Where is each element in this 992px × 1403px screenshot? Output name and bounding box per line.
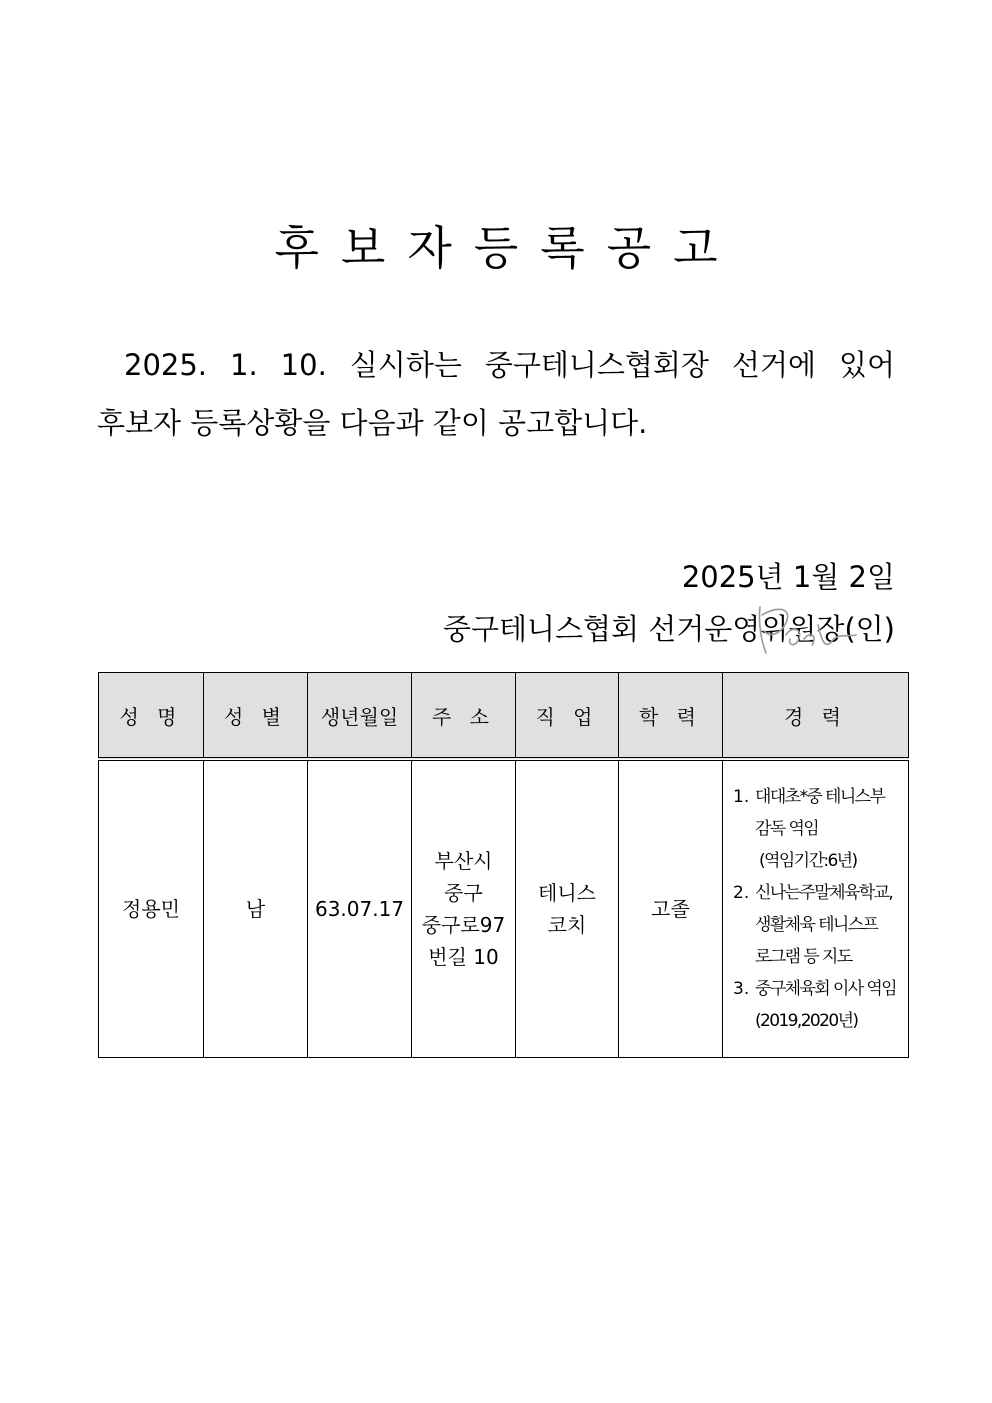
header-career: 경 력: [723, 673, 909, 760]
header-address: 주 소: [412, 673, 516, 760]
career-item: [733, 973, 902, 1037]
issuer-name: 중구테니스협회 선거운영위원장(인): [442, 612, 895, 646]
career-number: 3.: [733, 979, 750, 999]
cell-career: [723, 759, 909, 1058]
career-item: [733, 877, 902, 973]
table-row: [99, 759, 909, 1058]
address-line: 중구: [444, 881, 483, 905]
career-line: 중구체육회 이사 역임: [755, 979, 897, 999]
header-birth: 생년월일: [308, 673, 412, 760]
header-name: 성 명: [99, 673, 204, 760]
job-line: 코치: [547, 913, 587, 937]
cell-address: [412, 759, 516, 1058]
career-item: [733, 781, 902, 877]
career-line: 로그램 등 지도: [755, 947, 852, 967]
career-line: 신나는주말체육학교,: [755, 883, 893, 903]
career-number: 1.: [733, 787, 750, 807]
table-header-row: [99, 673, 909, 760]
career-line: (역임기간:6년): [759, 851, 857, 871]
cell-job: [516, 759, 619, 1058]
address-line: 부산시: [434, 849, 493, 873]
cell-education: 고졸: [619, 759, 723, 1058]
career-line: 대대초*중 테니스부: [755, 787, 885, 807]
career-line: 감독 역임: [755, 819, 819, 839]
career-line: (2019,2020년): [755, 1011, 858, 1031]
career-number: 2.: [733, 883, 750, 903]
header-job: 직 업: [516, 673, 619, 760]
cell-name: 정용민: [99, 759, 204, 1058]
notice-line-1: 2025. 1. 10. 실시하는 중구테니스협회장 선거에 있어: [124, 348, 895, 382]
notice-line-2: 후보자 등록상황을 다음과 같이 공고합니다.: [97, 406, 648, 440]
header-gender: 성 별: [204, 673, 308, 760]
career-line: 생활체육 테니스프: [755, 915, 878, 935]
candidate-table: [98, 672, 909, 1058]
job-line: 테니스: [538, 881, 596, 905]
notice-date: 2025년 1월 2일: [681, 560, 895, 594]
cell-birth: 63.07.17: [308, 759, 412, 1058]
document-title: 후보자등록공고: [274, 221, 740, 275]
cell-gender: 남: [204, 759, 308, 1058]
notice-paragraph: [97, 336, 895, 452]
address-line: 중구로97: [421, 913, 506, 937]
header-education: 학 력: [619, 673, 723, 760]
address-line: 번길 10: [428, 945, 499, 969]
